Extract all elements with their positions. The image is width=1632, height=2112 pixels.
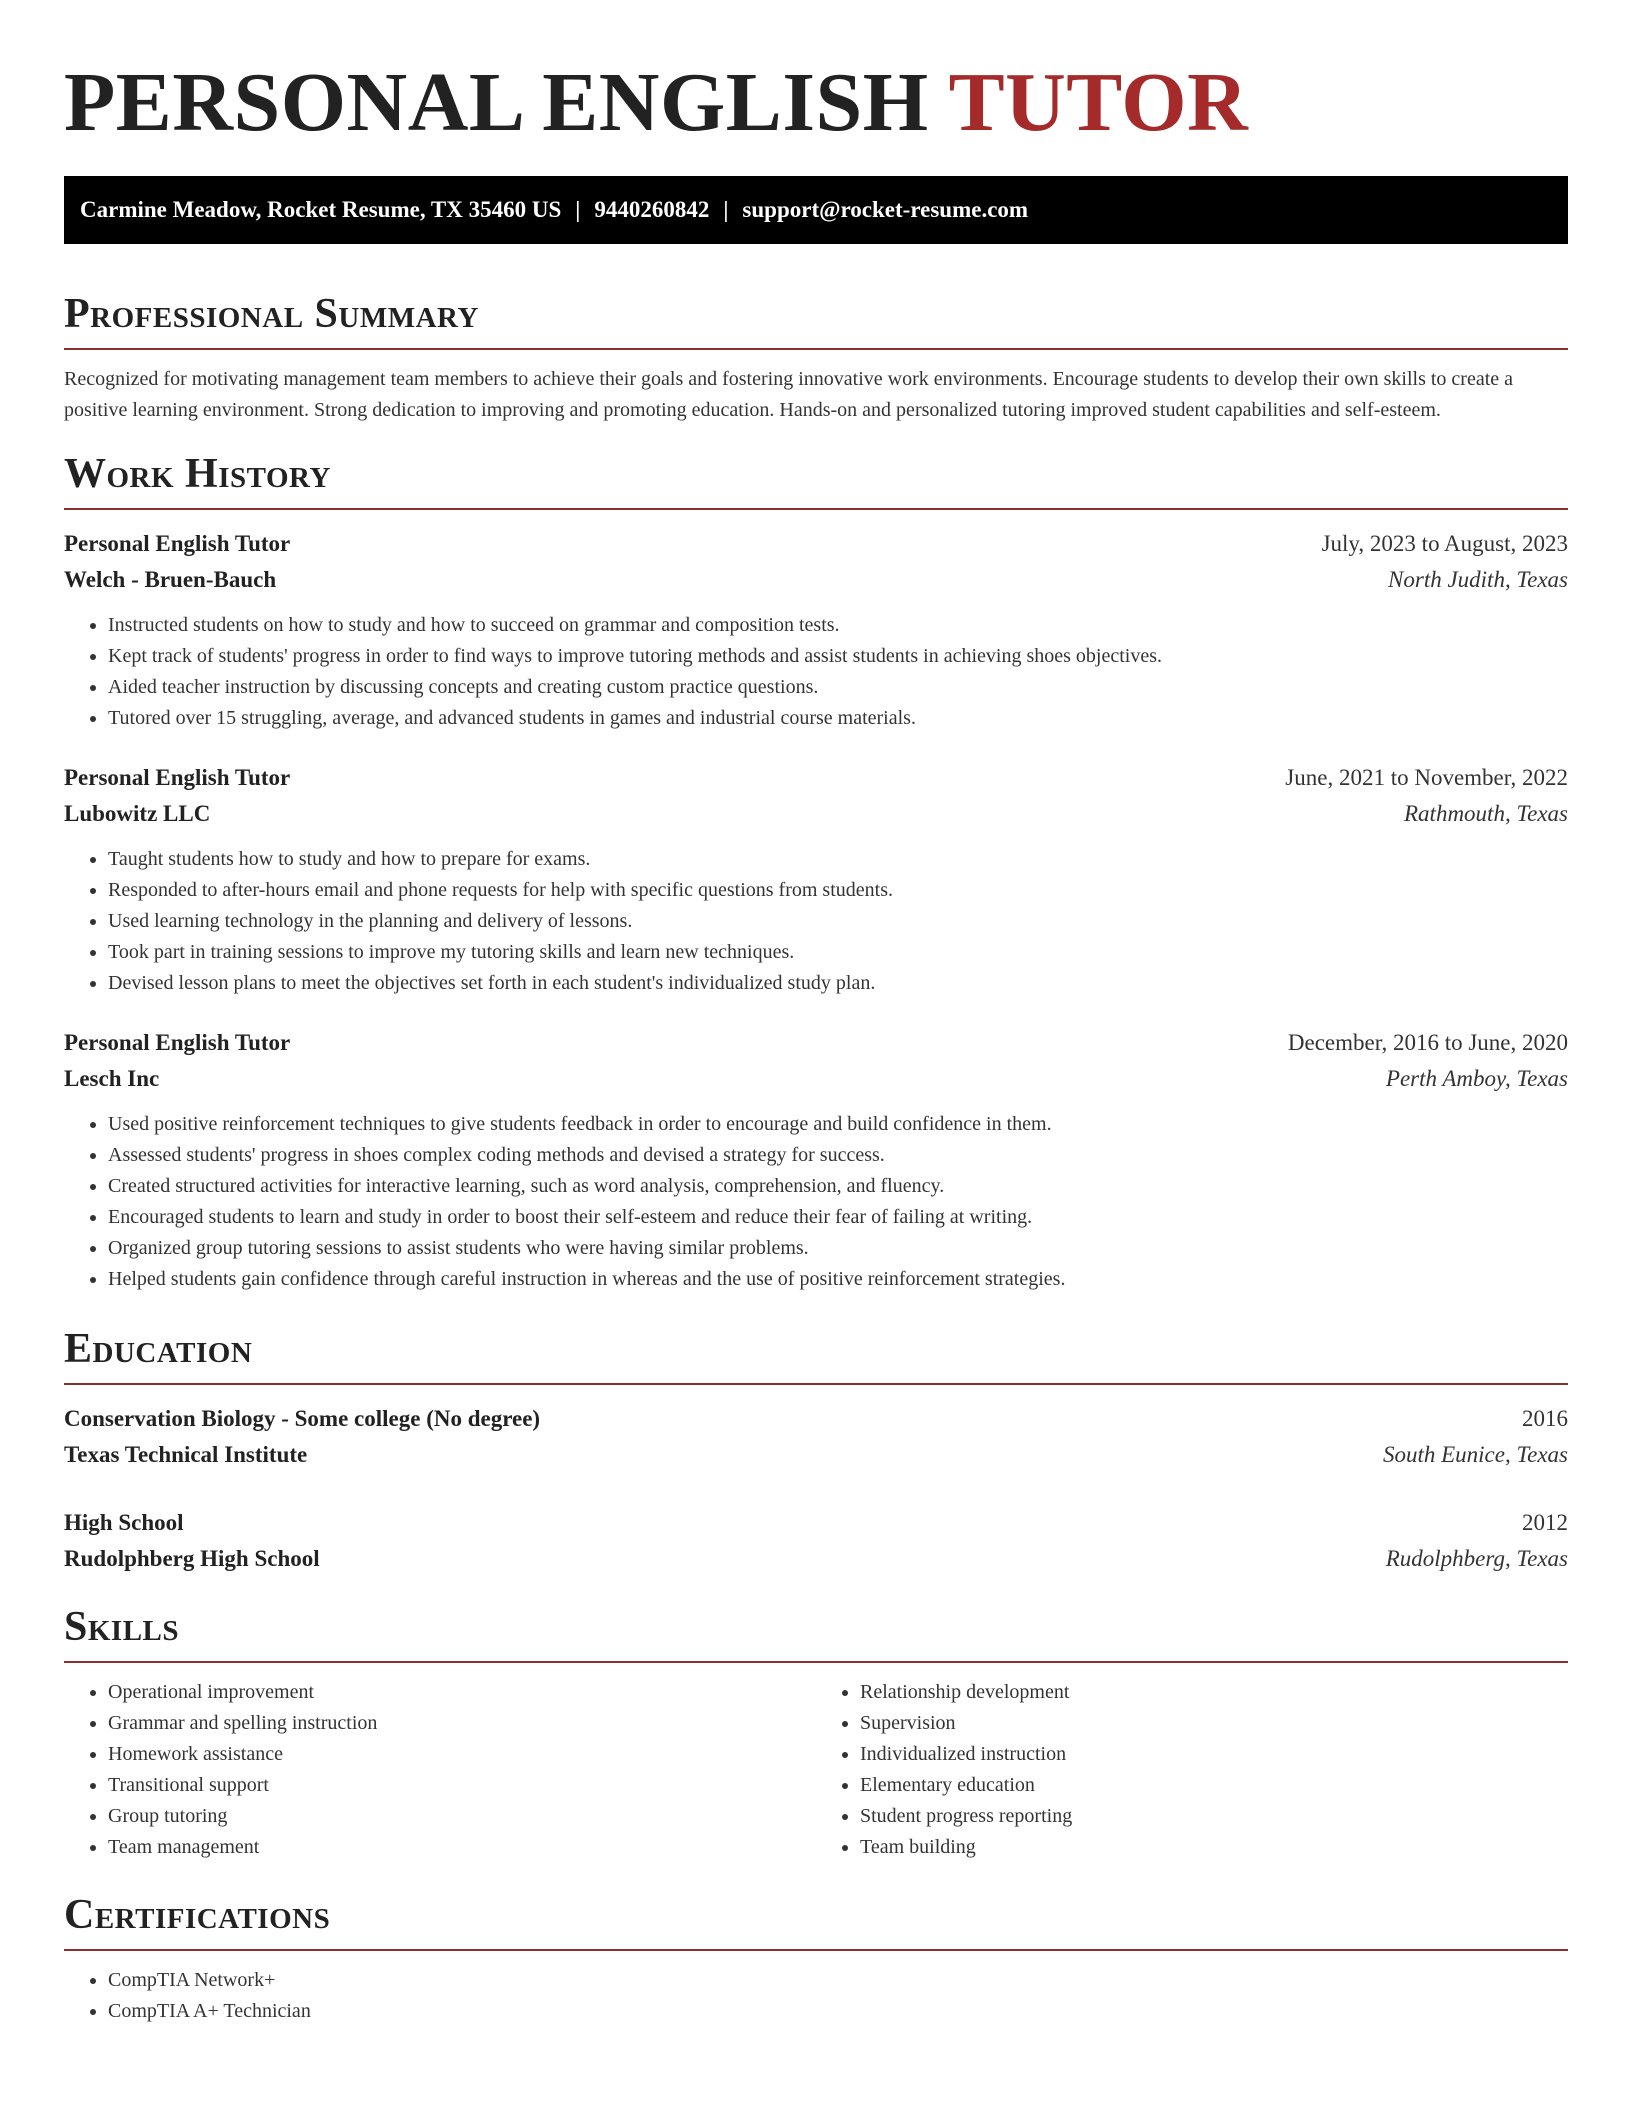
- job-header-row: [64, 1025, 1568, 1061]
- skill-item: • Supervision: [860, 1708, 1568, 1739]
- skill-item: • Relationship development: [860, 1677, 1568, 1708]
- skills-section: [64, 1601, 1568, 1863]
- job-location: North Judith, Texas: [1388, 567, 1568, 592]
- education-location: South Eunice, Texas: [1382, 1442, 1568, 1467]
- resume-title: [64, 0, 1568, 148]
- job-header-row: [64, 526, 1568, 562]
- section-heading-education: Education: [64, 1323, 1568, 1385]
- education-year: 2016: [1522, 1406, 1568, 1431]
- job-company-row: [64, 796, 1568, 832]
- summary-text: Recognized for motivating management team members to achieve their goals and fostering innovative work environments. Encourage students to develop their own skills to create a positive learning environment. Strong dedication to improving and promoting education. Hands-on and personalized tutoring improved student capabilities and self-esteem.: [64, 368, 1514, 421]
- job-bullet: • Tutored over 15 struggling, average, and advanced students in games and industrial course materials.: [108, 703, 1568, 734]
- job-dates: December, 2016 to June, 2020: [1287, 1030, 1568, 1055]
- job-bullet: • Encouraged students to learn and study in order to boost their self-esteem and reduce their fear of failing at writing.: [108, 1202, 1568, 1233]
- contact-email[interactable]: support@rocket-resume.com: [742, 197, 1029, 222]
- skill-item: • Group tutoring: [108, 1801, 816, 1832]
- job-bullet: • Created structured activities for interactive learning, such as word analysis, comprehension, and fluency.: [108, 1171, 1568, 1202]
- job-bullet: • Instructed students on how to study and how to succeed on grammar and composition tests.: [108, 610, 1568, 641]
- title-main: PERSONAL ENGLISH: [64, 56, 929, 149]
- job-entry: [64, 526, 1568, 734]
- education-school: Texas Technical Institute: [64, 1442, 308, 1467]
- job-title: Personal English Tutor: [64, 531, 291, 556]
- skill-item: • Elementary education: [860, 1770, 1568, 1801]
- job-company: Welch - Bruen-Bauch: [64, 567, 277, 592]
- job-bullets: [64, 844, 1568, 999]
- education-degree-row: [64, 1401, 1568, 1437]
- job-title: Personal English Tutor: [64, 765, 291, 790]
- certification-item: • CompTIA Network+: [108, 1965, 1568, 1996]
- job-bullets: [64, 610, 1568, 734]
- education-school-row: [64, 1437, 1568, 1473]
- certifications-section: [64, 1889, 1568, 2027]
- contact-separator: |: [575, 197, 581, 222]
- skills-list-right: [816, 1677, 1568, 1863]
- skill-item: • Team building: [860, 1832, 1568, 1863]
- job-location: Perth Amboy, Texas: [1385, 1066, 1568, 1091]
- job-bullet: • Aided teacher instruction by discussing concepts and creating custom practice questions.: [108, 672, 1568, 703]
- work-section: [64, 448, 1568, 1295]
- skill-item: • Operational improvement: [108, 1677, 816, 1708]
- title-accent: TUTOR: [948, 56, 1249, 149]
- job-title: Personal English Tutor: [64, 1030, 291, 1055]
- resume-page: [64, 0, 1568, 2027]
- job-company: Lubowitz LLC: [64, 801, 211, 826]
- section-heading-summary: Professional Summary: [64, 288, 1568, 350]
- education-degree: High School: [64, 1510, 184, 1535]
- skill-item: • Transitional support: [108, 1770, 816, 1801]
- contact-phone[interactable]: 9440260842: [594, 197, 710, 222]
- education-school-row: [64, 1541, 1568, 1577]
- job-company: Lesch Inc: [64, 1066, 160, 1091]
- contact-address: Carmine Meadow, Rocket Resume, TX 35460 US: [80, 197, 562, 222]
- education-entry: [64, 1505, 1568, 1577]
- skill-item: • Student progress reporting: [860, 1801, 1568, 1832]
- job-bullet: • Devised lesson plans to meet the objectives set forth in each student's individualized study plan.: [108, 968, 1568, 999]
- job-bullet: • Responded to after-hours email and phone requests for help with specific questions from students.: [108, 875, 1568, 906]
- skill-item: • Homework assistance: [108, 1739, 816, 1770]
- education-school: Rudolphberg High School: [64, 1546, 320, 1571]
- education-degree: Conservation Biology - Some college (No degree): [64, 1406, 541, 1431]
- skill-item: • Grammar and spelling instruction: [108, 1708, 816, 1739]
- skill-item: • Team management: [108, 1832, 816, 1863]
- job-bullet: • Assessed students' progress in shoes complex coding methods and devised a strategy for success.: [108, 1140, 1568, 1171]
- summary-section: [64, 288, 1568, 426]
- job-bullet: • Kept track of students' progress in order to find ways to improve tutoring methods and assist students in achieving shoes objectives.: [108, 641, 1568, 672]
- skills-grid: [64, 1677, 1568, 1863]
- section-heading-certifications: Certifications: [64, 1889, 1568, 1951]
- education-location: Rudolphberg, Texas: [1385, 1546, 1568, 1571]
- education-section: [64, 1323, 1568, 1577]
- job-company-row: [64, 1061, 1568, 1097]
- skills-list-left: [64, 1677, 816, 1863]
- certification-item: • CompTIA A+ Technician: [108, 1996, 1568, 2027]
- job-entry: [64, 760, 1568, 999]
- skill-item: • Individualized instruction: [860, 1739, 1568, 1770]
- job-dates: July, 2023 to August, 2023: [1321, 531, 1568, 556]
- job-bullet: • Helped students gain confidence through careful instruction in whereas and the use of positive reinforcement strategies.: [108, 1264, 1568, 1295]
- job-bullet: • Used learning technology in the planning and delivery of lessons.: [108, 906, 1568, 937]
- certifications-list: [64, 1965, 1568, 2027]
- contact-separator: |: [723, 197, 729, 222]
- education-degree-row: [64, 1505, 1568, 1541]
- job-header-row: [64, 760, 1568, 796]
- job-bullets: [64, 1109, 1568, 1295]
- section-heading-skills: Skills: [64, 1601, 1568, 1663]
- education-year: 2012: [1522, 1510, 1568, 1535]
- job-company-row: [64, 562, 1568, 598]
- job-bullet: • Used positive reinforcement techniques to give students feedback in order to encourage and build confidence in them.: [108, 1109, 1568, 1140]
- job-bullet: • Taught students how to study and how to prepare for exams.: [108, 844, 1568, 875]
- job-bullet: • Organized group tutoring sessions to assist students who were having similar problems.: [108, 1233, 1568, 1264]
- job-entry: [64, 1025, 1568, 1295]
- job-location: Rathmouth, Texas: [1404, 801, 1568, 826]
- section-heading-work: Work History: [64, 448, 1568, 510]
- job-dates: June, 2021 to November, 2022: [1285, 765, 1568, 790]
- education-entry: [64, 1401, 1568, 1473]
- contact-bar: [64, 176, 1568, 244]
- job-bullet: • Took part in training sessions to improve my tutoring skills and learn new techniques.: [108, 937, 1568, 968]
